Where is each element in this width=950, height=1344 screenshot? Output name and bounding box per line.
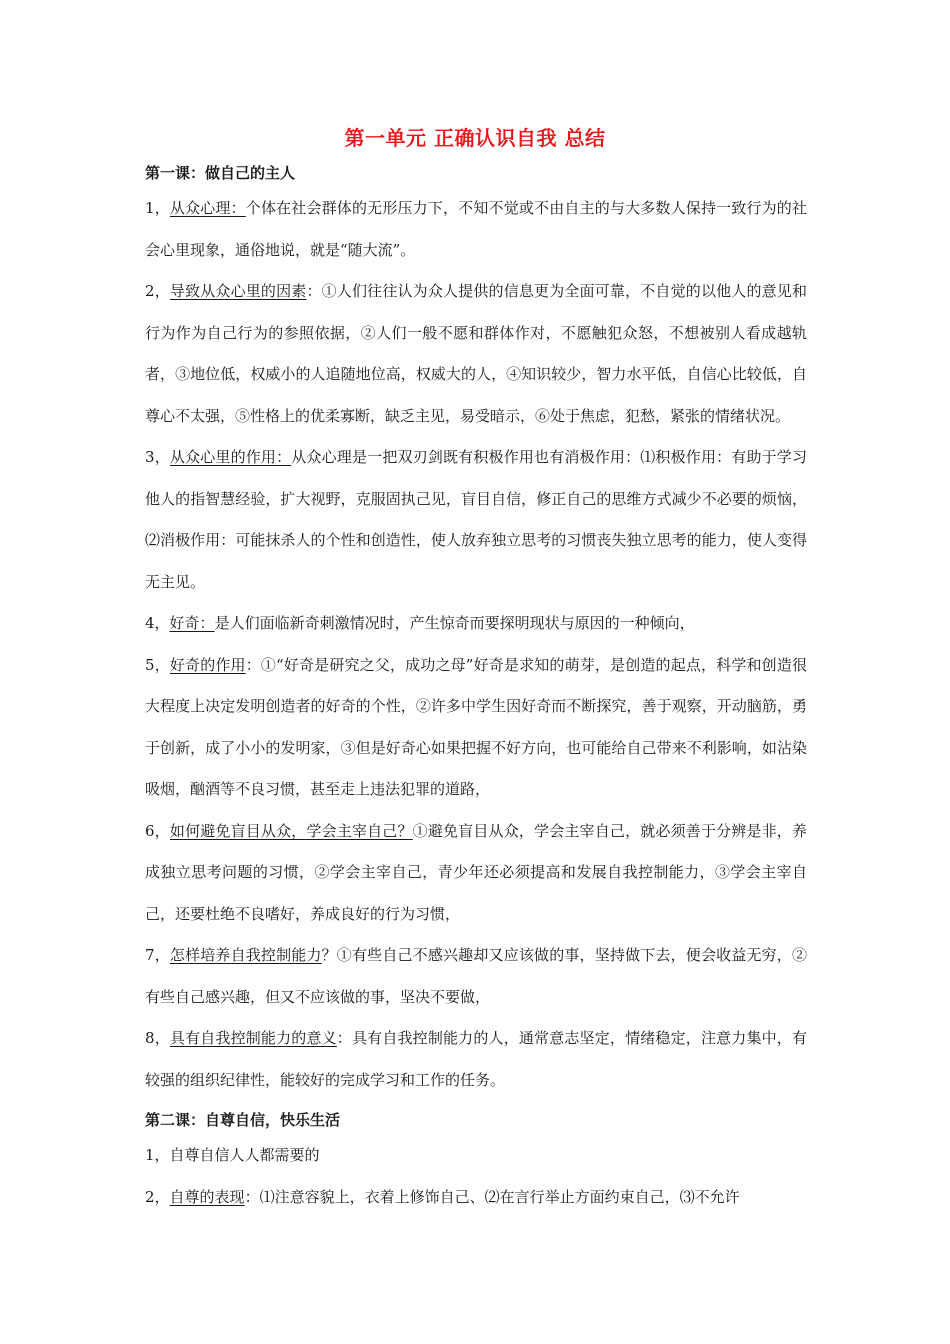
item-term: 自尊的表现 <box>169 1187 245 1206</box>
lesson-1-heading: 第一课：做自己的主人 <box>145 164 296 182</box>
lesson-2-heading: 第二课：自尊自信，快乐生活 <box>145 1111 341 1129</box>
item-term: 怎样培养自我控制能力 <box>169 946 322 964</box>
item-term: 好奇： <box>169 614 215 632</box>
lesson-1-item-5: 5，好奇的作用：①“好奇是研究之父，成功之母”好奇是求知的萌芽，是创造的起点，科学和创造很大程度上决定发明创造者的好奇的个性，②许多中学生因好奇而不断探究，善于观察，开动脑筋，勇于创新，成了小小的发明家，③但是好奇心如果把握不好方向，也可能给自己带来不利影响，如沾染吸烟，酗酒等不良习惯，甚至走上违法犯罪的道路， <box>145 655 807 798</box>
lesson-1-item-7: 7，怎样培养自我控制能力？①有些自己不感兴趣却又应该做的事，坚持做下去，便会收益无穷，②有些自己感兴趣，但又不应该做的事，坚决不要做， <box>145 946 807 1006</box>
lesson-2-item-1: 1，自尊自信人人都需要的 <box>145 1146 320 1164</box>
lesson-1-item-3: 3，从众心里的作用：从众心理是一把双刃剑既有积极作用也有消极作用：⑴积极作用：有助于学习他人的指智慧经验，扩大视野，克服固执己见，盲目自信，修正自己的思维方式减少不必要的烦恼，⑵消极作用：可能抹杀人的个性和创造性，使人放弃独立思考的习惯丧失独立思考的能力，使人变得无主见。 <box>145 448 807 591</box>
item-term: 从众心理： <box>169 199 246 217</box>
item-term: 好奇的作用 <box>169 655 246 674</box>
item-term: 从众心里的作用： <box>169 448 292 466</box>
lesson-2-item-2: 2，自尊的表现：⑴注意容貌上，衣着上修饰自己、⑵在言行举止方面约束自己，⑶不允许 <box>145 1187 740 1206</box>
lesson-1-item-4: 4，好奇：是人们面临新奇刺激情况时，产生惊奇而要探明现状与原因的一种倾向， <box>145 614 695 632</box>
lesson-1-item-6: 6，如何避免盲目从众，学会主宰自己？①避免盲目从众，学会主宰自己，就必须善于分辨是非，养成独立思考问题的习惯，②学会主宰自己，青少年还必须提高和发展自我控制能力，③学会主宰自己，还要杜绝不良嗜好，养成良好的行为习惯， <box>145 821 807 923</box>
document-body <box>145 158 807 1218</box>
lesson-1-item-2: 2，导致从众心里的因素：①人们往往认为众人提供的信息更为全面可靠，不自觉的以他人的意见和行为作为自己行为的参照依据，②人们一般不愿和群体作对，不愿触犯众怒，不想被别人看成越轨者，③地位低，权威小的人追随地位高，权威大的人，④知识较少，智力水平低，自信心比较低，自尊心不太强，⑤性格上的优柔寡断，缺乏主见，易受暗示，⑥处于焦虑，犯愁，紧张的情绪状况。 <box>145 282 807 425</box>
document-title: 第一单元 正确认识自我 总结 <box>344 126 606 150</box>
item-term: 导致从众心里的因素 <box>169 282 307 300</box>
item-term: 具有自我控制能力的意义 <box>169 1029 337 1047</box>
lesson-1-item-8: 8，具有自我控制能力的意义：具有自我控制能力的人，通常意志坚定，情绪稳定，注意力集中，有较强的组织纪律性，能较好的完成学习和工作的任务。 <box>145 1029 807 1089</box>
item-term: 如何避免盲目从众，学会主宰自己？ <box>169 821 413 840</box>
lesson-1-item-1: 1，从众心理：个体在社会群体的无形压力下，不知不觉或不由自主的与大多数人保持一致行为的社会心里现象，通俗地说，就是“随大流”。 <box>145 199 807 259</box>
